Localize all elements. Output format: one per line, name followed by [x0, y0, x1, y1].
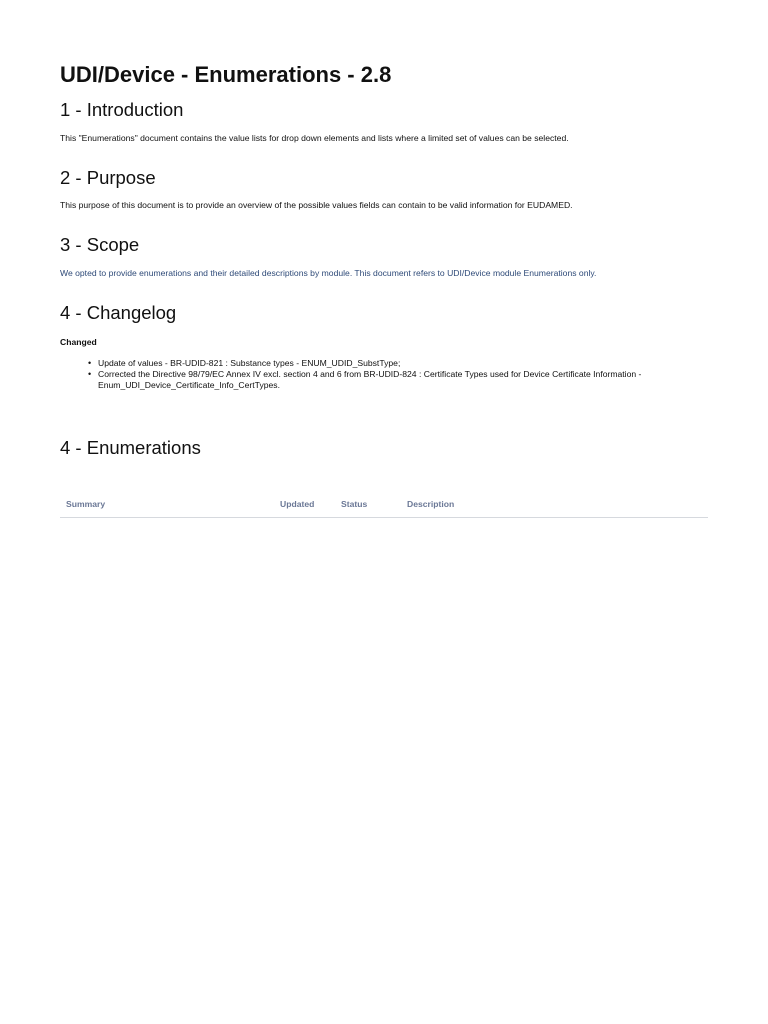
- introduction-heading: 1 - Introduction: [60, 99, 184, 120]
- introduction-text: This "Enumerations" document contains the value lists for drop down elements and lists where a limited set of values can be selected.: [60, 133, 569, 143]
- changelog-heading: 4 - Changelog: [60, 302, 177, 323]
- changelog-item: [60, 369, 708, 391]
- column-header-description[interactable]: Description: [407, 499, 455, 509]
- purpose-heading: 2 - Purpose: [60, 167, 156, 188]
- column-header-updated[interactable]: Updated: [280, 499, 315, 509]
- changelog-item: [60, 358, 708, 369]
- changelog-item-text: Corrected the Directive 98/79/EC Annex IV excl. section 4 and 6 from BR-UDID-824 : Certificate Types used for Device Certificate Information - Enum_UDI_Device_Certificate_Info_CertTypes.: [98, 369, 642, 390]
- column-header-summary[interactable]: Summary: [66, 499, 106, 509]
- bullet-icon: •: [88, 358, 92, 368]
- page-title: UDI/Device - Enumerations - 2.8: [60, 62, 392, 87]
- scope-text: We opted to provide enumerations and their detailed descriptions by module. This document refers to UDI/Device module Enumerations only.: [60, 268, 597, 278]
- enumerations-table: [60, 491, 708, 518]
- changelog-item-text: Update of values - BR-UDID-821 : Substance types - ENUM_UDID_SubstType;: [98, 358, 401, 368]
- bullet-icon: •: [88, 369, 92, 379]
- scope-heading: 3 - Scope: [60, 234, 140, 255]
- column-header-status[interactable]: Status: [341, 499, 368, 509]
- changelog-list: [60, 358, 708, 391]
- enumerations-heading: 4 - Enumerations: [60, 437, 201, 458]
- purpose-text: This purpose of this document is to provide an overview of the possible values fields can contain to be valid information for EUDAMED.: [60, 200, 573, 210]
- changed-label: Changed: [60, 337, 97, 347]
